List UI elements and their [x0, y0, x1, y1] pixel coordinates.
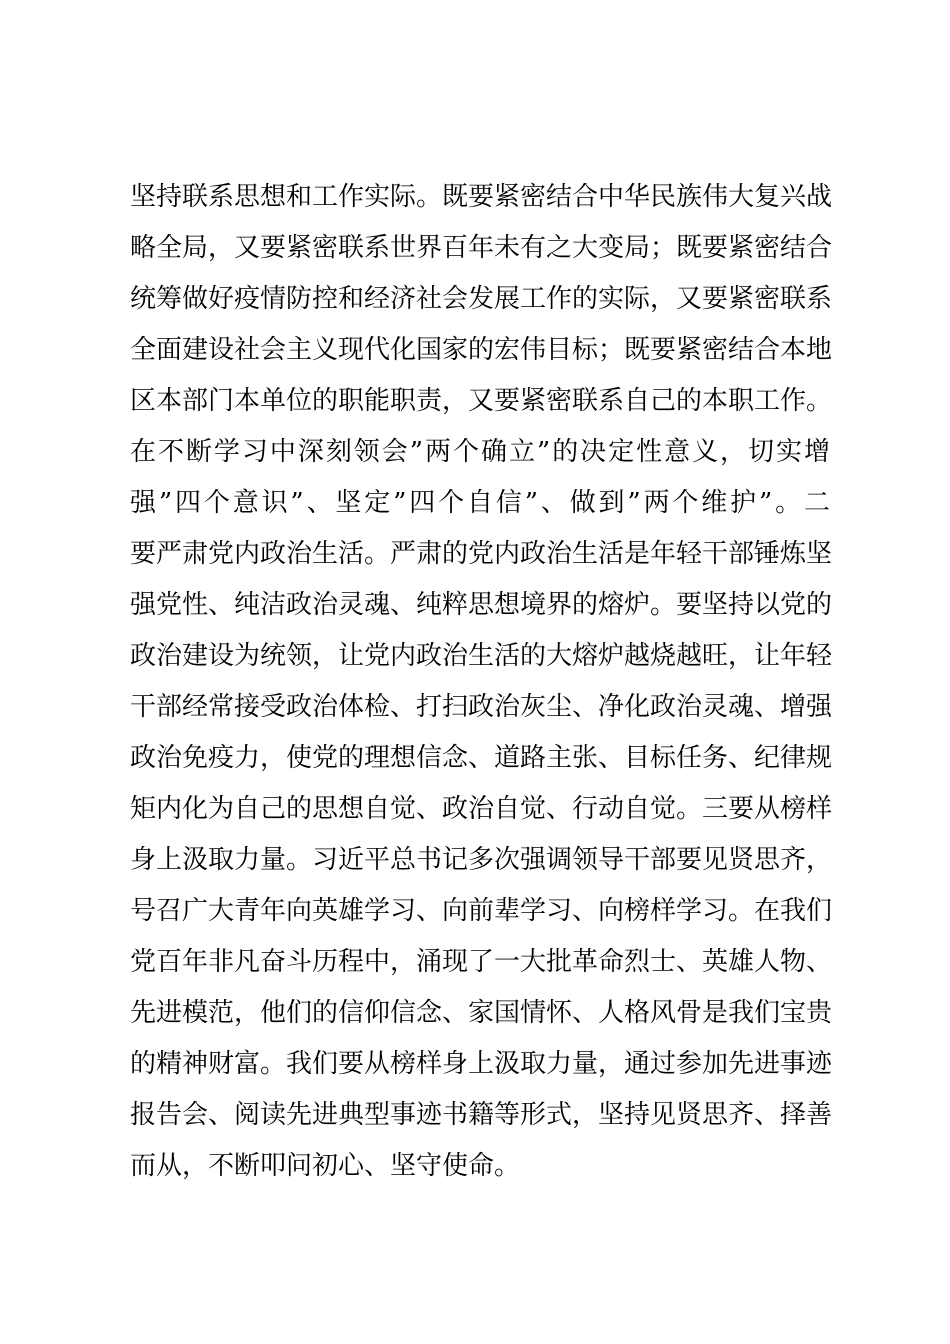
text-line-16: 党百年非凡奋斗历程中，涌现了一大批革命烈士、英雄人物、	[130, 947, 833, 977]
text-line-19: 报告会、阅读先进典型事迹书籍等形式，坚持见贤思齐、择善	[130, 1100, 833, 1130]
text-line-4: 全面建设社会主义现代化国家的宏伟目标；既要紧密结合本地	[130, 335, 833, 365]
text-line-9: 强党性、纯洁政治灵魂、纯粹思想境界的熔炉。要坚持以党的	[130, 590, 833, 620]
text-line-11: 干部经常接受政治体检、打扫政治灰尘、净化政治灵魂、增强	[130, 692, 833, 722]
text-line-6: 在不断学习中深刻领会”两个确立”的决定性意义，切实增	[130, 437, 830, 467]
text-line-2: 略全局，又要紧密联系世界百年未有之大变局；既要紧密结合	[130, 233, 833, 263]
text-line-13: 矩内化为自己的思想自觉、政治自觉、行动自觉。三要从榜样	[130, 794, 833, 824]
text-line-5: 区本部门本单位的职能职责，又要紧密联系自己的本职工作。	[130, 386, 833, 416]
text-line-15: 号召广大青年向英雄学习、向前辈学习、向榜样学习。在我们	[130, 896, 833, 926]
text-line-12: 政治免疫力，使党的理想信念、道路主张、目标任务、纪律规	[130, 743, 833, 773]
text-line-20: 而从，不断叩问初心、坚守使命。	[130, 1151, 521, 1181]
text-line-18: 的精神财富。我们要从榜样身上汲取力量，通过参加先进事迹	[130, 1049, 833, 1079]
text-line-10: 政治建设为统领，让党内政治生活的大熔炉越烧越旺，让年轻	[130, 641, 833, 671]
text-line-1: 坚持联系思想和工作实际。既要紧密结合中华民族伟大复兴战	[130, 182, 833, 212]
body-paragraph	[130, 172, 833, 1192]
text-line-7: 强”四个意识”、坚定”四个自信”、做到”两个维护”。二	[130, 488, 830, 518]
text-line-17: 先进模范，他们的信仰信念、家国情怀、人格风骨是我们宝贵	[130, 998, 833, 1028]
text-line-3: 统筹做好疫情防控和经济社会发展工作的实际，又要紧密联系	[130, 284, 833, 314]
text-line-14: 身上汲取力量。习近平总书记多次强调领导干部要见贤思齐，	[130, 845, 833, 875]
text-line-8: 要严肃党内政治生活。严肃的党内政治生活是年轻干部锤炼坚	[130, 539, 833, 569]
